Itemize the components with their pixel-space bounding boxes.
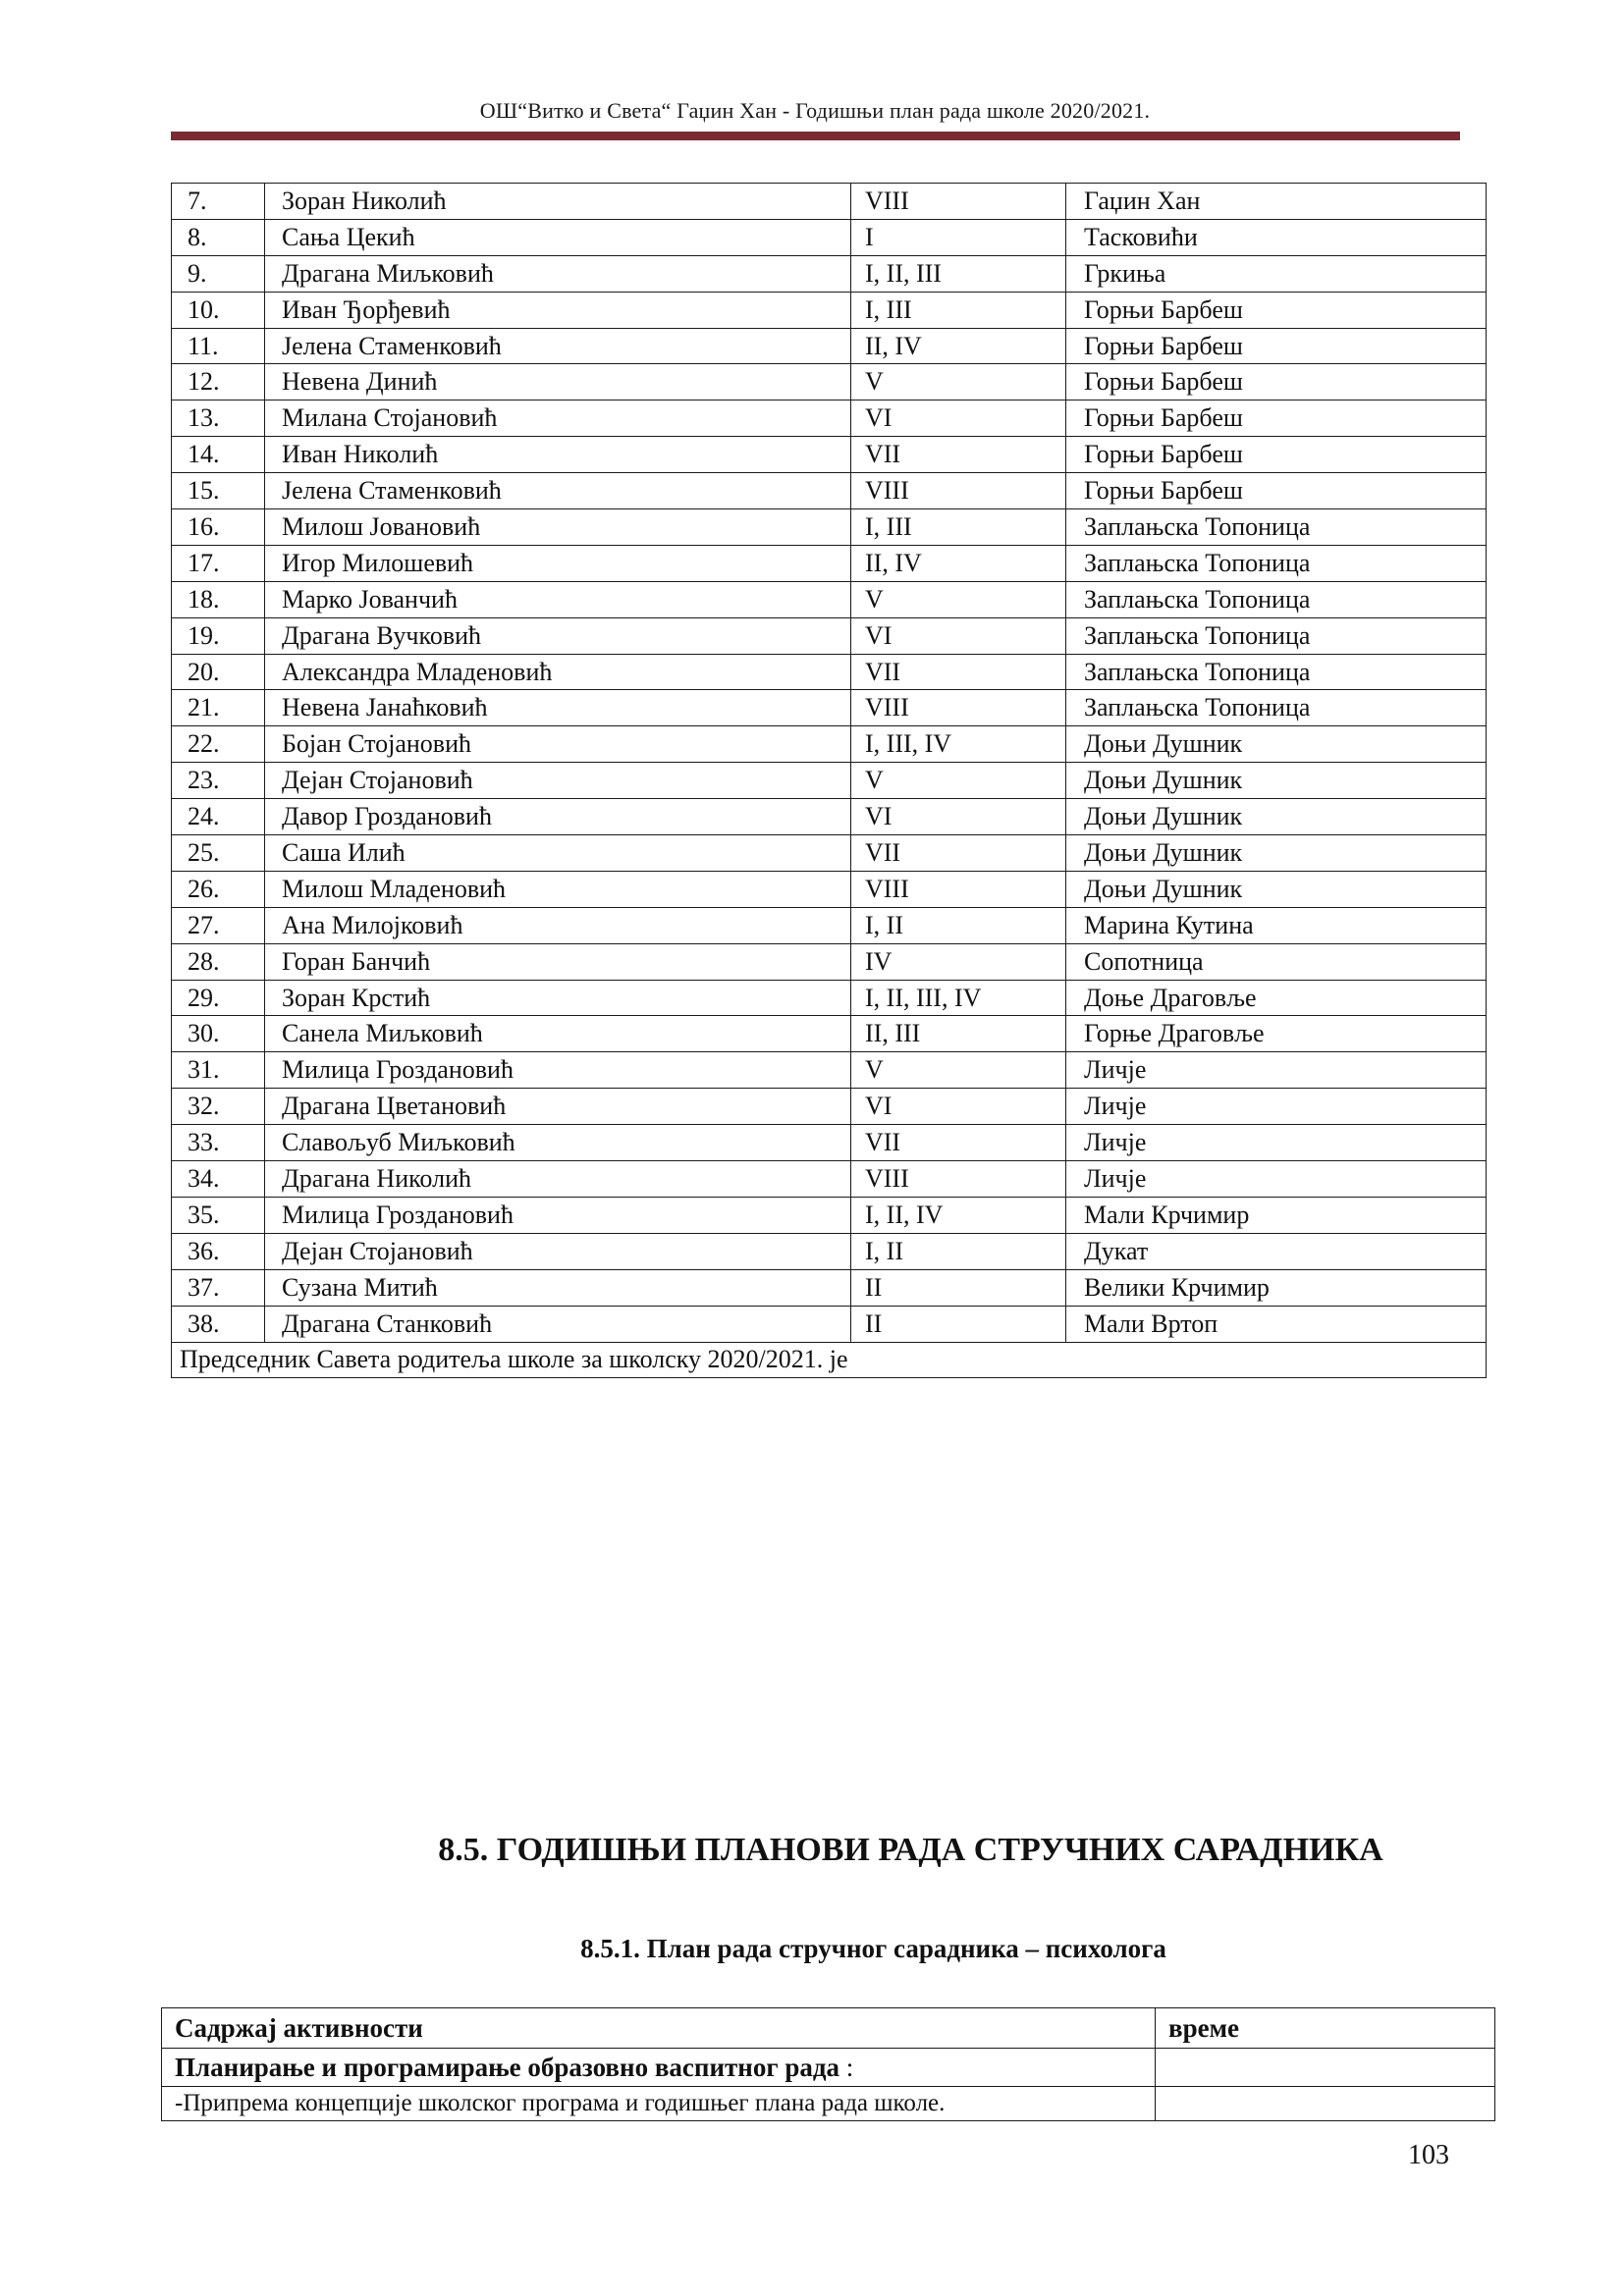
grade: VII — [851, 1125, 1066, 1161]
row-number: 24. — [172, 799, 265, 835]
row-number: 18. — [172, 581, 265, 617]
parent-name: Бојан Стојановић — [265, 726, 851, 763]
table-row — [172, 473, 1487, 509]
school-location: Мали Крчимир — [1066, 1197, 1487, 1233]
grade: I, II, IV — [851, 1197, 1066, 1233]
council-president-cell: Председник Савета родитеља школе за школску 2020/2021. је — [172, 1342, 1487, 1378]
parent-name: Сузана Митић — [265, 1269, 851, 1306]
grade: I — [851, 219, 1066, 255]
row-number: 9. — [172, 255, 265, 292]
table-row — [172, 617, 1487, 654]
grade: I, III — [851, 292, 1066, 328]
school-location: Заплањска Топоница — [1066, 545, 1487, 581]
school-location: Заплањска Топоница — [1066, 654, 1487, 690]
parent-name: Драгана Миљковић — [265, 255, 851, 292]
grade: II — [851, 1269, 1066, 1306]
school-location: Тасковићи — [1066, 219, 1487, 255]
section-title: 8.5. ГОДИШЊИ ПЛАНОВИ РАДА СТРУЧНИХ САРАДНИКА — [438, 1832, 1383, 1868]
parent-name: Горан Банчић — [265, 943, 851, 980]
plan-category-row — [162, 2049, 1495, 2087]
table-row — [172, 1269, 1487, 1306]
school-location: Горњи Барбеш — [1066, 364, 1487, 400]
table-row — [172, 400, 1487, 437]
school-location: Личје — [1066, 1161, 1487, 1198]
parent-name: Санела Миљковић — [265, 1016, 851, 1052]
parent-name: Драгана Станковић — [265, 1306, 851, 1342]
parent-name: Милица Гроздановић — [265, 1197, 851, 1233]
grade: II, IV — [851, 328, 1066, 364]
plan-table-header-row — [162, 2008, 1495, 2049]
grade: V — [851, 581, 1066, 617]
table-row — [172, 1161, 1487, 1198]
parent-name: Зоран Крстић — [265, 980, 851, 1016]
section-subtitle: 8.5.1. План рада стручног сарадника – психолога — [580, 1934, 1166, 1963]
school-location: Доњи Душник — [1066, 763, 1487, 799]
table-row — [172, 980, 1487, 1016]
school-location: Личје — [1066, 1052, 1487, 1089]
table-row — [172, 1052, 1487, 1089]
grade: VI — [851, 617, 1066, 654]
school-location: Заплањска Топоница — [1066, 617, 1487, 654]
parent-name: Јелена Стаменковић — [265, 328, 851, 364]
plan-item-row — [162, 2087, 1495, 2121]
row-number: 17. — [172, 545, 265, 581]
grade: VII — [851, 835, 1066, 872]
table-row — [172, 509, 1487, 546]
grade: II — [851, 1306, 1066, 1342]
grade: VIII — [851, 1161, 1066, 1198]
page-number: 103 — [1408, 2140, 1449, 2170]
plan-item-time — [1156, 2087, 1495, 2121]
table-row — [172, 726, 1487, 763]
school-location: Личје — [1066, 1089, 1487, 1125]
parent-name: Игор Милошевић — [265, 545, 851, 581]
parent-name: Иван Ђорђевић — [265, 292, 851, 328]
parent-name: Ана Милојковић — [265, 907, 851, 943]
school-location: Заплањска Топоница — [1066, 690, 1487, 726]
school-location: Доњи Душник — [1066, 799, 1487, 835]
parent-name: Невена Јанаћковић — [265, 690, 851, 726]
table-row — [172, 799, 1487, 835]
grade: VIII — [851, 184, 1066, 220]
plan-item-activity: -Припрема концепције школског програма и годишњег плана рада школе. — [162, 2087, 1156, 2121]
row-number: 23. — [172, 763, 265, 799]
parent-name: Марко Јованчић — [265, 581, 851, 617]
row-number: 38. — [172, 1306, 265, 1342]
row-number: 13. — [172, 400, 265, 437]
row-number: 15. — [172, 473, 265, 509]
school-location: Марина Кутина — [1066, 907, 1487, 943]
plan-category-cell — [162, 2049, 1156, 2087]
row-number: 27. — [172, 907, 265, 943]
grade: I, II — [851, 907, 1066, 943]
parent-name: Драгана Николић — [265, 1161, 851, 1198]
parent-name: Милош Младеновић — [265, 871, 851, 907]
column-header-time: време — [1156, 2008, 1495, 2049]
grade: I, II, III, IV — [851, 980, 1066, 1016]
row-number: 12. — [172, 364, 265, 400]
parent-name: Невена Динић — [265, 364, 851, 400]
parent-name: Милана Стојановић — [265, 400, 851, 437]
table-row — [172, 292, 1487, 328]
grade: VIII — [851, 871, 1066, 907]
table-row — [172, 581, 1487, 617]
row-number: 31. — [172, 1052, 265, 1089]
row-number: 16. — [172, 509, 265, 546]
grade: VI — [851, 799, 1066, 835]
parent-name: Дејан Стојановић — [265, 763, 851, 799]
school-location: Горњи Барбеш — [1066, 400, 1487, 437]
table-row — [172, 1197, 1487, 1233]
plan-category-label: Планирање и програмирање образовно васпитног рада — [175, 2052, 840, 2082]
row-number: 35. — [172, 1197, 265, 1233]
table-row — [172, 545, 1487, 581]
parent-name: Давор Гроздановић — [265, 799, 851, 835]
row-number: 7. — [172, 184, 265, 220]
row-number: 25. — [172, 835, 265, 872]
table-row — [172, 184, 1487, 220]
grade: VIII — [851, 473, 1066, 509]
plan-category-time-cell — [1156, 2049, 1495, 2087]
parent-name: Иван Николић — [265, 437, 851, 473]
grade: II, IV — [851, 545, 1066, 581]
parents-council-table-body — [172, 184, 1487, 1343]
grade: II, III — [851, 1016, 1066, 1052]
table-row — [172, 763, 1487, 799]
table-row — [172, 907, 1487, 943]
parent-name: Дејан Стојановић — [265, 1233, 851, 1269]
table-row — [172, 1306, 1487, 1342]
school-location: Горњи Барбеш — [1066, 437, 1487, 473]
page-header-title: ОШ“Витко и Света“ Гаџин Хан - Годишњи план рада школе 2020/2021. — [479, 98, 1151, 123]
row-number: 32. — [172, 1089, 265, 1125]
row-number: 11. — [172, 328, 265, 364]
table-row — [172, 219, 1487, 255]
table-row — [172, 437, 1487, 473]
school-location: Доњи Душник — [1066, 871, 1487, 907]
school-location: Личје — [1066, 1125, 1487, 1161]
school-location: Доњи Душник — [1066, 835, 1487, 872]
row-number: 34. — [172, 1161, 265, 1198]
row-number: 36. — [172, 1233, 265, 1269]
parent-name: Драгана Вучковић — [265, 617, 851, 654]
grade: IV — [851, 943, 1066, 980]
row-number: 22. — [172, 726, 265, 763]
table-row — [172, 1125, 1487, 1161]
table-row — [172, 328, 1487, 364]
grade: VII — [851, 437, 1066, 473]
school-location: Гаџин Хан — [1066, 184, 1487, 220]
grade: V — [851, 763, 1066, 799]
table-row — [172, 1089, 1487, 1125]
school-location: Сопотница — [1066, 943, 1487, 980]
parent-name: Сања Цекић — [265, 219, 851, 255]
parent-name: Јелена Стаменковић — [265, 473, 851, 509]
row-number: 33. — [172, 1125, 265, 1161]
row-number: 8. — [172, 219, 265, 255]
table-row — [172, 1016, 1487, 1052]
grade: I, II — [851, 1233, 1066, 1269]
school-location: Доње Драговље — [1066, 980, 1487, 1016]
parent-name: Зоран Николић — [265, 184, 851, 220]
row-number: 10. — [172, 292, 265, 328]
school-location: Дукат — [1066, 1233, 1487, 1269]
psychologist-plan-table — [161, 2007, 1495, 2121]
parent-name: Саша Илић — [265, 835, 851, 872]
table-row — [172, 943, 1487, 980]
parent-name: Драгана Цветановић — [265, 1089, 851, 1125]
grade: VII — [851, 654, 1066, 690]
parents-council-table — [171, 183, 1487, 1378]
school-location: Горњи Барбеш — [1066, 292, 1487, 328]
row-number: 26. — [172, 871, 265, 907]
table-row — [172, 654, 1487, 690]
table-row — [172, 871, 1487, 907]
school-location: Заплањска Топоница — [1066, 509, 1487, 546]
table-row — [172, 364, 1487, 400]
grade: VIII — [851, 690, 1066, 726]
row-number: 29. — [172, 980, 265, 1016]
school-location: Горњи Барбеш — [1066, 473, 1487, 509]
table-row — [172, 255, 1487, 292]
grade: I, II, III — [851, 255, 1066, 292]
row-number: 30. — [172, 1016, 265, 1052]
school-location: Доњи Душник — [1066, 726, 1487, 763]
row-number: 28. — [172, 943, 265, 980]
grade: VI — [851, 400, 1066, 437]
school-location: Горњи Барбеш — [1066, 328, 1487, 364]
row-number: 37. — [172, 1269, 265, 1306]
plan-category-colon: : — [839, 2052, 854, 2082]
grade: V — [851, 1052, 1066, 1089]
row-number: 20. — [172, 654, 265, 690]
grade: I, III, IV — [851, 726, 1066, 763]
school-location: Горње Драговље — [1066, 1016, 1487, 1052]
grade: V — [851, 364, 1066, 400]
table-row — [172, 835, 1487, 872]
column-header-activity: Садржај активности — [162, 2008, 1156, 2049]
grade: I, III — [851, 509, 1066, 546]
parent-name: Славољуб Миљковић — [265, 1125, 851, 1161]
school-location: Велики Крчимир — [1066, 1269, 1487, 1306]
school-location: Мали Вртоп — [1066, 1306, 1487, 1342]
school-location: Гркиња — [1066, 255, 1487, 292]
parent-name: Милица Гроздановић — [265, 1052, 851, 1089]
table-row — [172, 1233, 1487, 1269]
header-rule — [171, 132, 1460, 140]
table-row — [172, 690, 1487, 726]
grade: VI — [851, 1089, 1066, 1125]
row-number: 14. — [172, 437, 265, 473]
row-number: 21. — [172, 690, 265, 726]
school-location: Заплањска Топоница — [1066, 581, 1487, 617]
parent-name: Милош Јовановић — [265, 509, 851, 546]
row-number: 19. — [172, 617, 265, 654]
table-footer-row — [172, 1342, 1487, 1378]
parent-name: Александра Младеновић — [265, 654, 851, 690]
